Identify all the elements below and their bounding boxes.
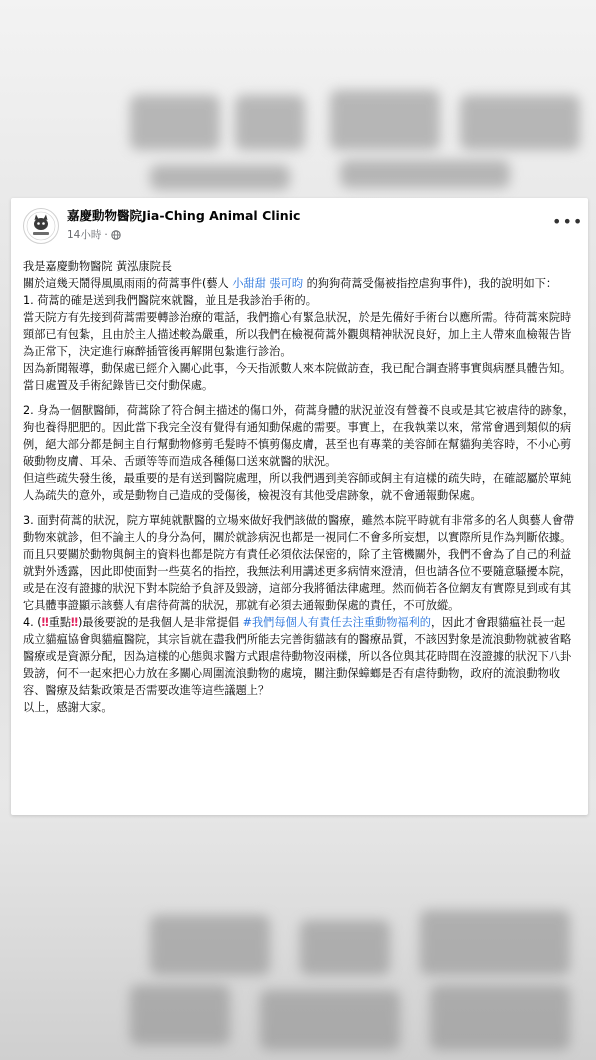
intro-line-1: 我是嘉慶動物醫院 黃泓康院長 (23, 260, 172, 273)
paragraph-1-line: 因為新聞報導，動保處已經介入關心此事，今天指派數人來本院做訪查，我已配合調查將事實與病歷具體告知。當日處置及手術紀錄皆已交付動保處。 (23, 362, 572, 392)
paragraph-2-line: 2. 身為一個獸醫師，荷蒿除了符合飼主描述的傷口外，荷蒿身體的狀況並沒有營養不良或是其它被虐待的跡象，狗也養得肥肥的。因此當下我完全沒有覺得有通知動保處的需要。事實上，在我執業以來，常常會遇到類似的病例，絕大部分都是飼主自行幫動物修剪毛髮時不慎剪傷皮膚，甚至也有專業的美容師在幫貓狗美容時，不小心剪破動物皮膚、耳朵、舌頭等等而造成各種傷口送來就醫的狀況。 (23, 404, 575, 468)
paragraph-1-line: 當天院方有先接到荷蒿需要轉診治療的電話，我們擔心有緊急狀況，於是先備好手術台以應所需。待荷蒿來院時頸部已有包紮，且由於主人描述較為嚴重，所以我們在檢視荷蒿外觀與精神狀況良好，加上主人帶來血檢報告皆為正常下，決定進行麻醉插管後再解開包紮進行診治。 (23, 311, 572, 358)
tag-link-2[interactable]: 張可昀 (269, 277, 304, 290)
more-options-icon[interactable]: ••• (552, 212, 584, 231)
post-timestamp (67, 227, 552, 243)
paragraph-1-line: 1. 荷蒿的確是送到我們醫院來就醫，並且是我診治手術的。 (23, 294, 317, 307)
p4-text-pre: 4. ( (23, 616, 42, 629)
facebook-post-card (11, 198, 588, 815)
paragraph-1 (23, 292, 576, 394)
paragraph-2-line: 但這些疏失發生後，最重要的是有送到醫院處理，所以我們遇到美容師或飼主有這樣的疏失時，在確認屬於單純人為疏失的意外，或是動物自己造成的受傷後，檢視沒有其他受虐跡象，就不會通報動保處。 (23, 472, 572, 502)
paragraph-2 (23, 402, 576, 504)
double-exclamation-icon: ‼ (71, 616, 79, 629)
clinic-logo-icon (26, 211, 56, 241)
page-name[interactable]: 嘉慶動物醫院Jia-Ching Animal Clinic (67, 208, 301, 223)
globe-icon (111, 230, 121, 240)
post-time-text[interactable]: 14小時 (67, 229, 102, 241)
clinic-logo-avatar[interactable] (23, 208, 59, 244)
p4-text-mid: )最後要說的是我個人是非常提倡 (78, 616, 243, 629)
double-exclamation-icon: ‼ (41, 616, 49, 629)
p4-highlight: 重點 (48, 616, 72, 629)
closing-line: 以上，感謝大家。 (23, 701, 113, 714)
paragraph-4 (23, 614, 576, 699)
intro-text-pre: 關於這幾天鬧得風風雨雨的荷蒿事件(藝人 (23, 277, 233, 290)
p4-text-post: ，因此才會跟貓瘟社長一起成立貓瘟協會與貓瘟醫院，其宗旨就在盡我們所能去完善街貓該有的醫療品質，不該因對象是流浪動物就被省略醫療或是資源分配，因為這樣的心態與求醫方式跟虐待動物沒兩樣，所以各位與其花時間在沒證據的狀況下八卦毀謗，何不一起來把心力放在多關心周圍流浪動物的處境，關注動保蟑螂是否有虐待動物，政府的流浪動物收容、醫療及結紮政策是否需要改進等這些議題上？ (23, 616, 572, 697)
separator-dot: · (104, 229, 108, 241)
hashtag-link[interactable]: #我們每個人有責任去注重動物福利的 (242, 616, 431, 629)
paragraph-3: 3. 面對荷蒿的狀況，院方單純就獸醫的立場來做好我們該做的醫療，雖然本院平時就有非常多的名人與藝人會帶動物來就診，但不論主人的身分為何，關於就診病況也都是一視同仁不會多所妄想，以實際所見作為判斷依據。而且只要關於動物與飼主的資料也都是院方有責任必須依法保密的，除了主管機關外，我們不會為了自己的利益就對外透露，因此即使面對一些莫名的指控，我無法利用講述更多病情來澄清，但也請各位不要隨意騷擾本院，或是在沒有證據的狀況下對本院給予負評及毀謗，這部分我將循法律處理。然而倘若各位網友有實際見到或有其它具體事證顯示該藝人有虐待荷蒿的狀況，那就有必須去通報動保處的責任，不可放縱。 (23, 514, 575, 612)
post-header (23, 208, 584, 252)
intro-text-post: 的狗狗荷蒿受傷被指控虐狗事件)，我的說明如下： (303, 277, 558, 290)
tag-link-1[interactable]: 小甜甜 (232, 277, 266, 290)
intro-line-2 (23, 275, 576, 292)
post-body (23, 258, 576, 716)
